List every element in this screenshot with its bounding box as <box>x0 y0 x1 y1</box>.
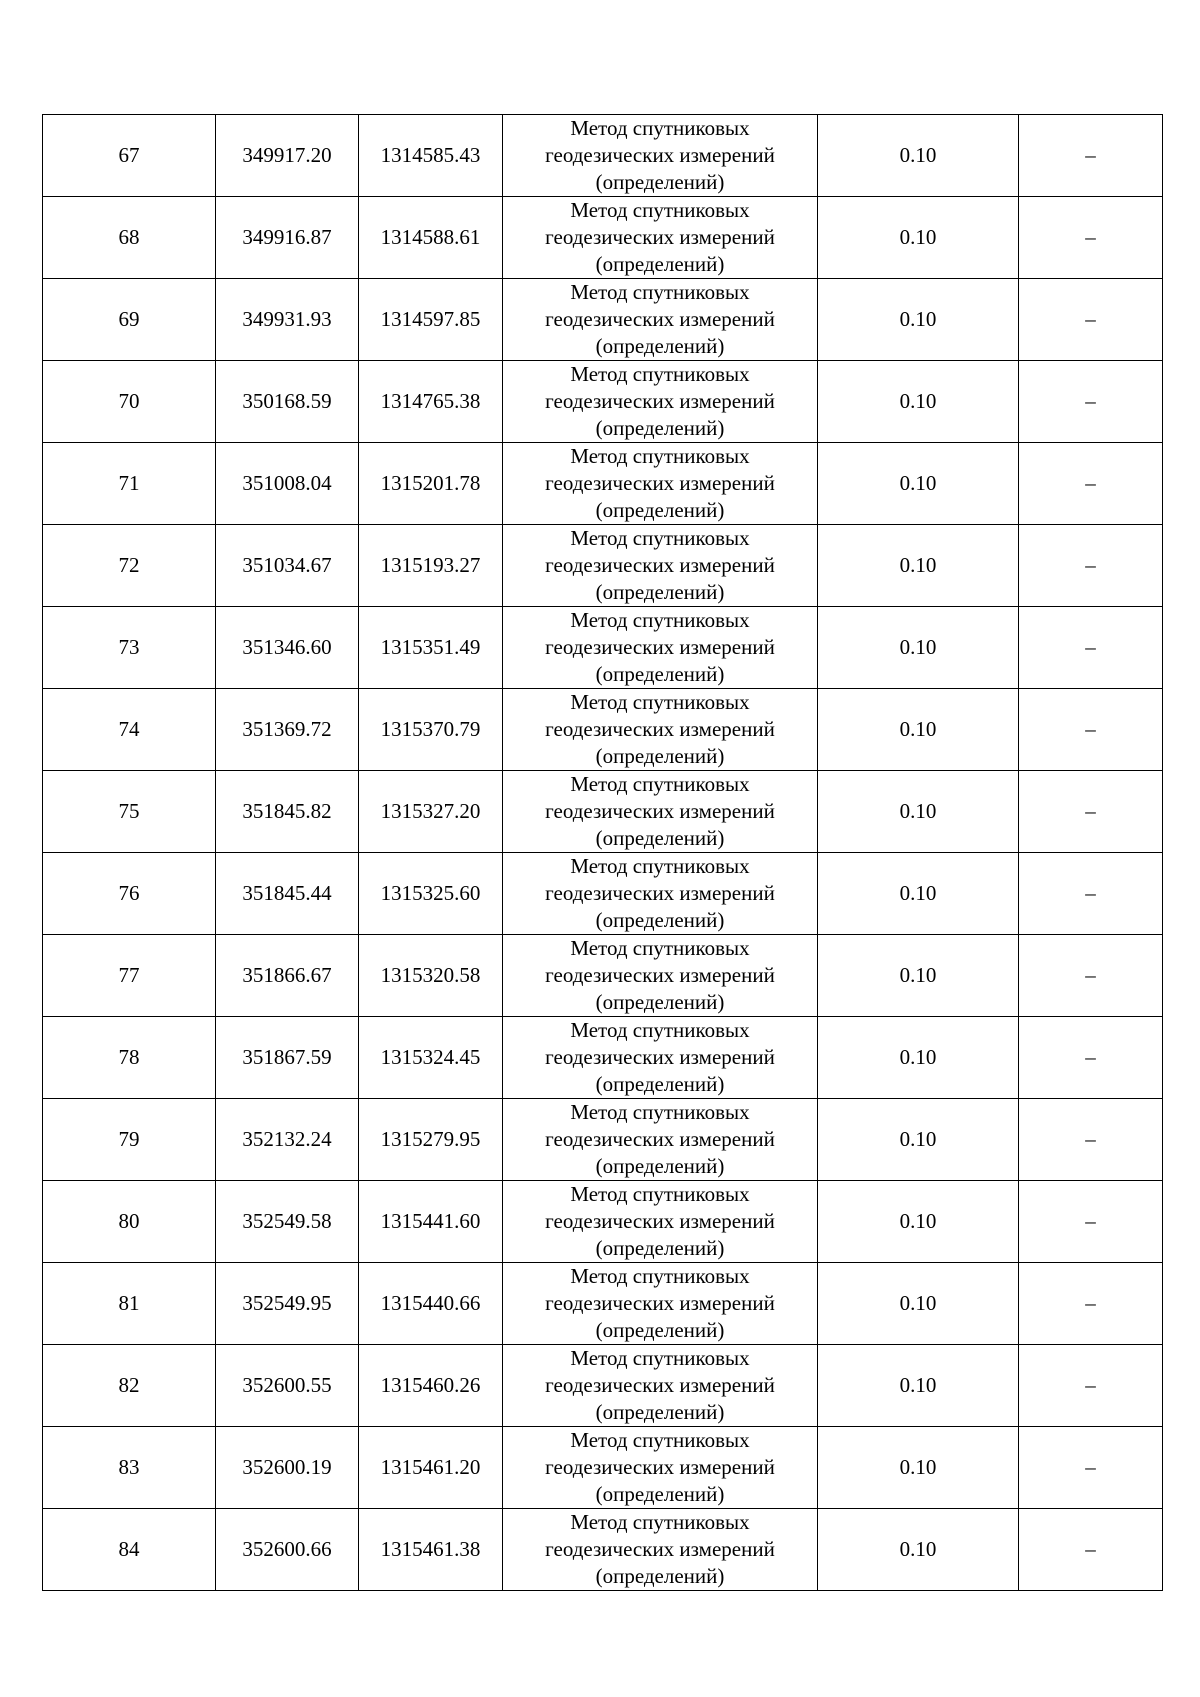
method-line: Метод спутниковых <box>570 1100 750 1124</box>
accuracy-cell: 0.10 <box>818 361 1019 443</box>
method-cell <box>503 689 818 771</box>
method-line: (определений) <box>595 662 725 686</box>
method-line: (определений) <box>595 908 725 932</box>
method-line: геодезических измерений <box>545 881 775 905</box>
method-line: геодезических измерений <box>545 963 775 987</box>
y-coordinate-cell: 1315193.27 <box>359 525 503 607</box>
x-coordinate-cell: 349931.93 <box>216 279 359 361</box>
method-cell <box>503 607 818 689</box>
y-coordinate-cell: 1315201.78 <box>359 443 503 525</box>
method-line: Метод спутниковых <box>570 608 750 632</box>
x-coordinate-cell: 349917.20 <box>216 115 359 197</box>
point-number-cell: 81 <box>43 1263 216 1345</box>
method-line: Метод спутниковых <box>570 1346 750 1370</box>
method-line: геодезических измерений <box>545 1209 775 1233</box>
coordinates-table <box>42 114 1163 1591</box>
method-line: (определений) <box>595 416 725 440</box>
note-cell: – <box>1019 935 1163 1017</box>
method-cell <box>503 197 818 279</box>
method-cell <box>503 1263 818 1345</box>
method-line: Метод спутниковых <box>570 444 750 468</box>
table-row <box>43 525 1163 607</box>
table-row <box>43 197 1163 279</box>
point-number-cell: 72 <box>43 525 216 607</box>
point-number-cell: 74 <box>43 689 216 771</box>
accuracy-cell: 0.10 <box>818 443 1019 525</box>
point-number-cell: 71 <box>43 443 216 525</box>
method-line: Метод спутниковых <box>570 280 750 304</box>
y-coordinate-cell: 1315460.26 <box>359 1345 503 1427</box>
note-cell: – <box>1019 1509 1163 1591</box>
accuracy-cell: 0.10 <box>818 115 1019 197</box>
method-cell <box>503 279 818 361</box>
table-row <box>43 607 1163 689</box>
method-line: геодезических измерений <box>545 799 775 823</box>
point-number-cell: 76 <box>43 853 216 935</box>
method-cell <box>503 443 818 525</box>
method-cell <box>503 525 818 607</box>
x-coordinate-cell: 350168.59 <box>216 361 359 443</box>
x-coordinate-cell: 352549.58 <box>216 1181 359 1263</box>
method-line: геодезических измерений <box>545 143 775 167</box>
method-line: геодезических измерений <box>545 1373 775 1397</box>
note-cell: – <box>1019 853 1163 935</box>
method-line: Метод спутниковых <box>570 1428 750 1452</box>
point-number-cell: 77 <box>43 935 216 1017</box>
method-line: (определений) <box>595 1400 725 1424</box>
method-line: геодезических измерений <box>545 717 775 741</box>
method-line: геодезических измерений <box>545 1537 775 1561</box>
method-cell <box>503 1509 818 1591</box>
table-row <box>43 115 1163 197</box>
accuracy-cell: 0.10 <box>818 607 1019 689</box>
y-coordinate-cell: 1315351.49 <box>359 607 503 689</box>
table-row <box>43 853 1163 935</box>
method-cell <box>503 361 818 443</box>
accuracy-cell: 0.10 <box>818 525 1019 607</box>
y-coordinate-cell: 1314765.38 <box>359 361 503 443</box>
method-line: Метод спутниковых <box>570 362 750 386</box>
method-line: (определений) <box>595 1236 725 1260</box>
x-coordinate-cell: 351867.59 <box>216 1017 359 1099</box>
note-cell: – <box>1019 689 1163 771</box>
x-coordinate-cell: 349916.87 <box>216 197 359 279</box>
y-coordinate-cell: 1315441.60 <box>359 1181 503 1263</box>
method-line: (определений) <box>595 1154 725 1178</box>
table-row <box>43 1509 1163 1591</box>
method-line: геодезических измерений <box>545 1045 775 1069</box>
method-cell <box>503 115 818 197</box>
point-number-cell: 78 <box>43 1017 216 1099</box>
method-line: (определений) <box>595 744 725 768</box>
accuracy-cell: 0.10 <box>818 1263 1019 1345</box>
table-row <box>43 1017 1163 1099</box>
accuracy-cell: 0.10 <box>818 197 1019 279</box>
method-cell <box>503 1017 818 1099</box>
accuracy-cell: 0.10 <box>818 771 1019 853</box>
note-cell: – <box>1019 1017 1163 1099</box>
point-number-cell: 80 <box>43 1181 216 1263</box>
method-line: (определений) <box>595 580 725 604</box>
table-row <box>43 1181 1163 1263</box>
y-coordinate-cell: 1314597.85 <box>359 279 503 361</box>
point-number-cell: 83 <box>43 1427 216 1509</box>
method-line: геодезических измерений <box>545 1127 775 1151</box>
x-coordinate-cell: 351369.72 <box>216 689 359 771</box>
x-coordinate-cell: 352600.66 <box>216 1509 359 1591</box>
method-cell <box>503 1181 818 1263</box>
table-row <box>43 935 1163 1017</box>
table-row <box>43 361 1163 443</box>
method-line: геодезических измерений <box>545 389 775 413</box>
note-cell: – <box>1019 279 1163 361</box>
x-coordinate-cell: 352549.95 <box>216 1263 359 1345</box>
method-line: Метод спутниковых <box>570 1182 750 1206</box>
note-cell: – <box>1019 1263 1163 1345</box>
method-line: геодезических измерений <box>545 1455 775 1479</box>
method-cell <box>503 771 818 853</box>
table-row <box>43 689 1163 771</box>
accuracy-cell: 0.10 <box>818 1017 1019 1099</box>
method-line: (определений) <box>595 252 725 276</box>
accuracy-cell: 0.10 <box>818 935 1019 1017</box>
x-coordinate-cell: 351008.04 <box>216 443 359 525</box>
accuracy-cell: 0.10 <box>818 853 1019 935</box>
y-coordinate-cell: 1315440.66 <box>359 1263 503 1345</box>
x-coordinate-cell: 351866.67 <box>216 935 359 1017</box>
x-coordinate-cell: 352600.19 <box>216 1427 359 1509</box>
accuracy-cell: 0.10 <box>818 1345 1019 1427</box>
note-cell: – <box>1019 1427 1163 1509</box>
point-number-cell: 70 <box>43 361 216 443</box>
accuracy-cell: 0.10 <box>818 1427 1019 1509</box>
note-cell: – <box>1019 525 1163 607</box>
accuracy-cell: 0.10 <box>818 1509 1019 1591</box>
x-coordinate-cell: 352600.55 <box>216 1345 359 1427</box>
note-cell: – <box>1019 607 1163 689</box>
table-row <box>43 771 1163 853</box>
x-coordinate-cell: 351346.60 <box>216 607 359 689</box>
y-coordinate-cell: 1315324.45 <box>359 1017 503 1099</box>
method-line: Метод спутниковых <box>570 198 750 222</box>
method-cell <box>503 853 818 935</box>
method-line: (определений) <box>595 990 725 1014</box>
method-line: (определений) <box>595 170 725 194</box>
method-line: геодезических измерений <box>545 307 775 331</box>
method-cell <box>503 1345 818 1427</box>
y-coordinate-cell: 1315370.79 <box>359 689 503 771</box>
accuracy-cell: 0.10 <box>818 1099 1019 1181</box>
x-coordinate-cell: 351845.82 <box>216 771 359 853</box>
note-cell: – <box>1019 197 1163 279</box>
point-number-cell: 79 <box>43 1099 216 1181</box>
point-number-cell: 73 <box>43 607 216 689</box>
note-cell: – <box>1019 443 1163 525</box>
y-coordinate-cell: 1315325.60 <box>359 853 503 935</box>
table-row <box>43 1099 1163 1181</box>
accuracy-cell: 0.10 <box>818 689 1019 771</box>
accuracy-cell: 0.10 <box>818 279 1019 361</box>
method-line: Метод спутниковых <box>570 772 750 796</box>
y-coordinate-cell: 1315320.58 <box>359 935 503 1017</box>
point-number-cell: 69 <box>43 279 216 361</box>
note-cell: – <box>1019 771 1163 853</box>
method-line: геодезических измерений <box>545 553 775 577</box>
accuracy-cell: 0.10 <box>818 1181 1019 1263</box>
method-line: Метод спутниковых <box>570 1018 750 1042</box>
method-line: геодезических измерений <box>545 1291 775 1315</box>
y-coordinate-cell: 1315461.38 <box>359 1509 503 1591</box>
method-line: (определений) <box>595 334 725 358</box>
method-line: Метод спутниковых <box>570 690 750 714</box>
note-cell: – <box>1019 1099 1163 1181</box>
y-coordinate-cell: 1315327.20 <box>359 771 503 853</box>
method-line: (определений) <box>595 1482 725 1506</box>
method-line: (определений) <box>595 826 725 850</box>
method-line: Метод спутниковых <box>570 936 750 960</box>
method-line: геодезических измерений <box>545 635 775 659</box>
y-coordinate-cell: 1315279.95 <box>359 1099 503 1181</box>
point-number-cell: 68 <box>43 197 216 279</box>
note-cell: – <box>1019 361 1163 443</box>
method-cell <box>503 1427 818 1509</box>
table-row <box>43 1345 1163 1427</box>
table-row <box>43 1263 1163 1345</box>
method-line: (определений) <box>595 1564 725 1588</box>
note-cell: – <box>1019 1345 1163 1427</box>
method-line: геодезических измерений <box>545 471 775 495</box>
method-line: геодезических измерений <box>545 225 775 249</box>
method-line: (определений) <box>595 1072 725 1096</box>
method-line: (определений) <box>595 498 725 522</box>
x-coordinate-cell: 351845.44 <box>216 853 359 935</box>
method-cell <box>503 1099 818 1181</box>
table-row <box>43 279 1163 361</box>
y-coordinate-cell: 1315461.20 <box>359 1427 503 1509</box>
x-coordinate-cell: 351034.67 <box>216 525 359 607</box>
point-number-cell: 67 <box>43 115 216 197</box>
method-line: (определений) <box>595 1318 725 1342</box>
note-cell: – <box>1019 1181 1163 1263</box>
table-row <box>43 1427 1163 1509</box>
method-line: Метод спутниковых <box>570 854 750 878</box>
table-row <box>43 443 1163 525</box>
method-cell <box>503 935 818 1017</box>
note-cell: – <box>1019 115 1163 197</box>
method-line: Метод спутниковых <box>570 1264 750 1288</box>
point-number-cell: 82 <box>43 1345 216 1427</box>
y-coordinate-cell: 1314585.43 <box>359 115 503 197</box>
y-coordinate-cell: 1314588.61 <box>359 197 503 279</box>
method-line: Метод спутниковых <box>570 116 750 140</box>
coordinates-table-body <box>43 115 1163 1591</box>
point-number-cell: 75 <box>43 771 216 853</box>
x-coordinate-cell: 352132.24 <box>216 1099 359 1181</box>
method-line: Метод спутниковых <box>570 1510 750 1534</box>
point-number-cell: 84 <box>43 1509 216 1591</box>
method-line: Метод спутниковых <box>570 526 750 550</box>
